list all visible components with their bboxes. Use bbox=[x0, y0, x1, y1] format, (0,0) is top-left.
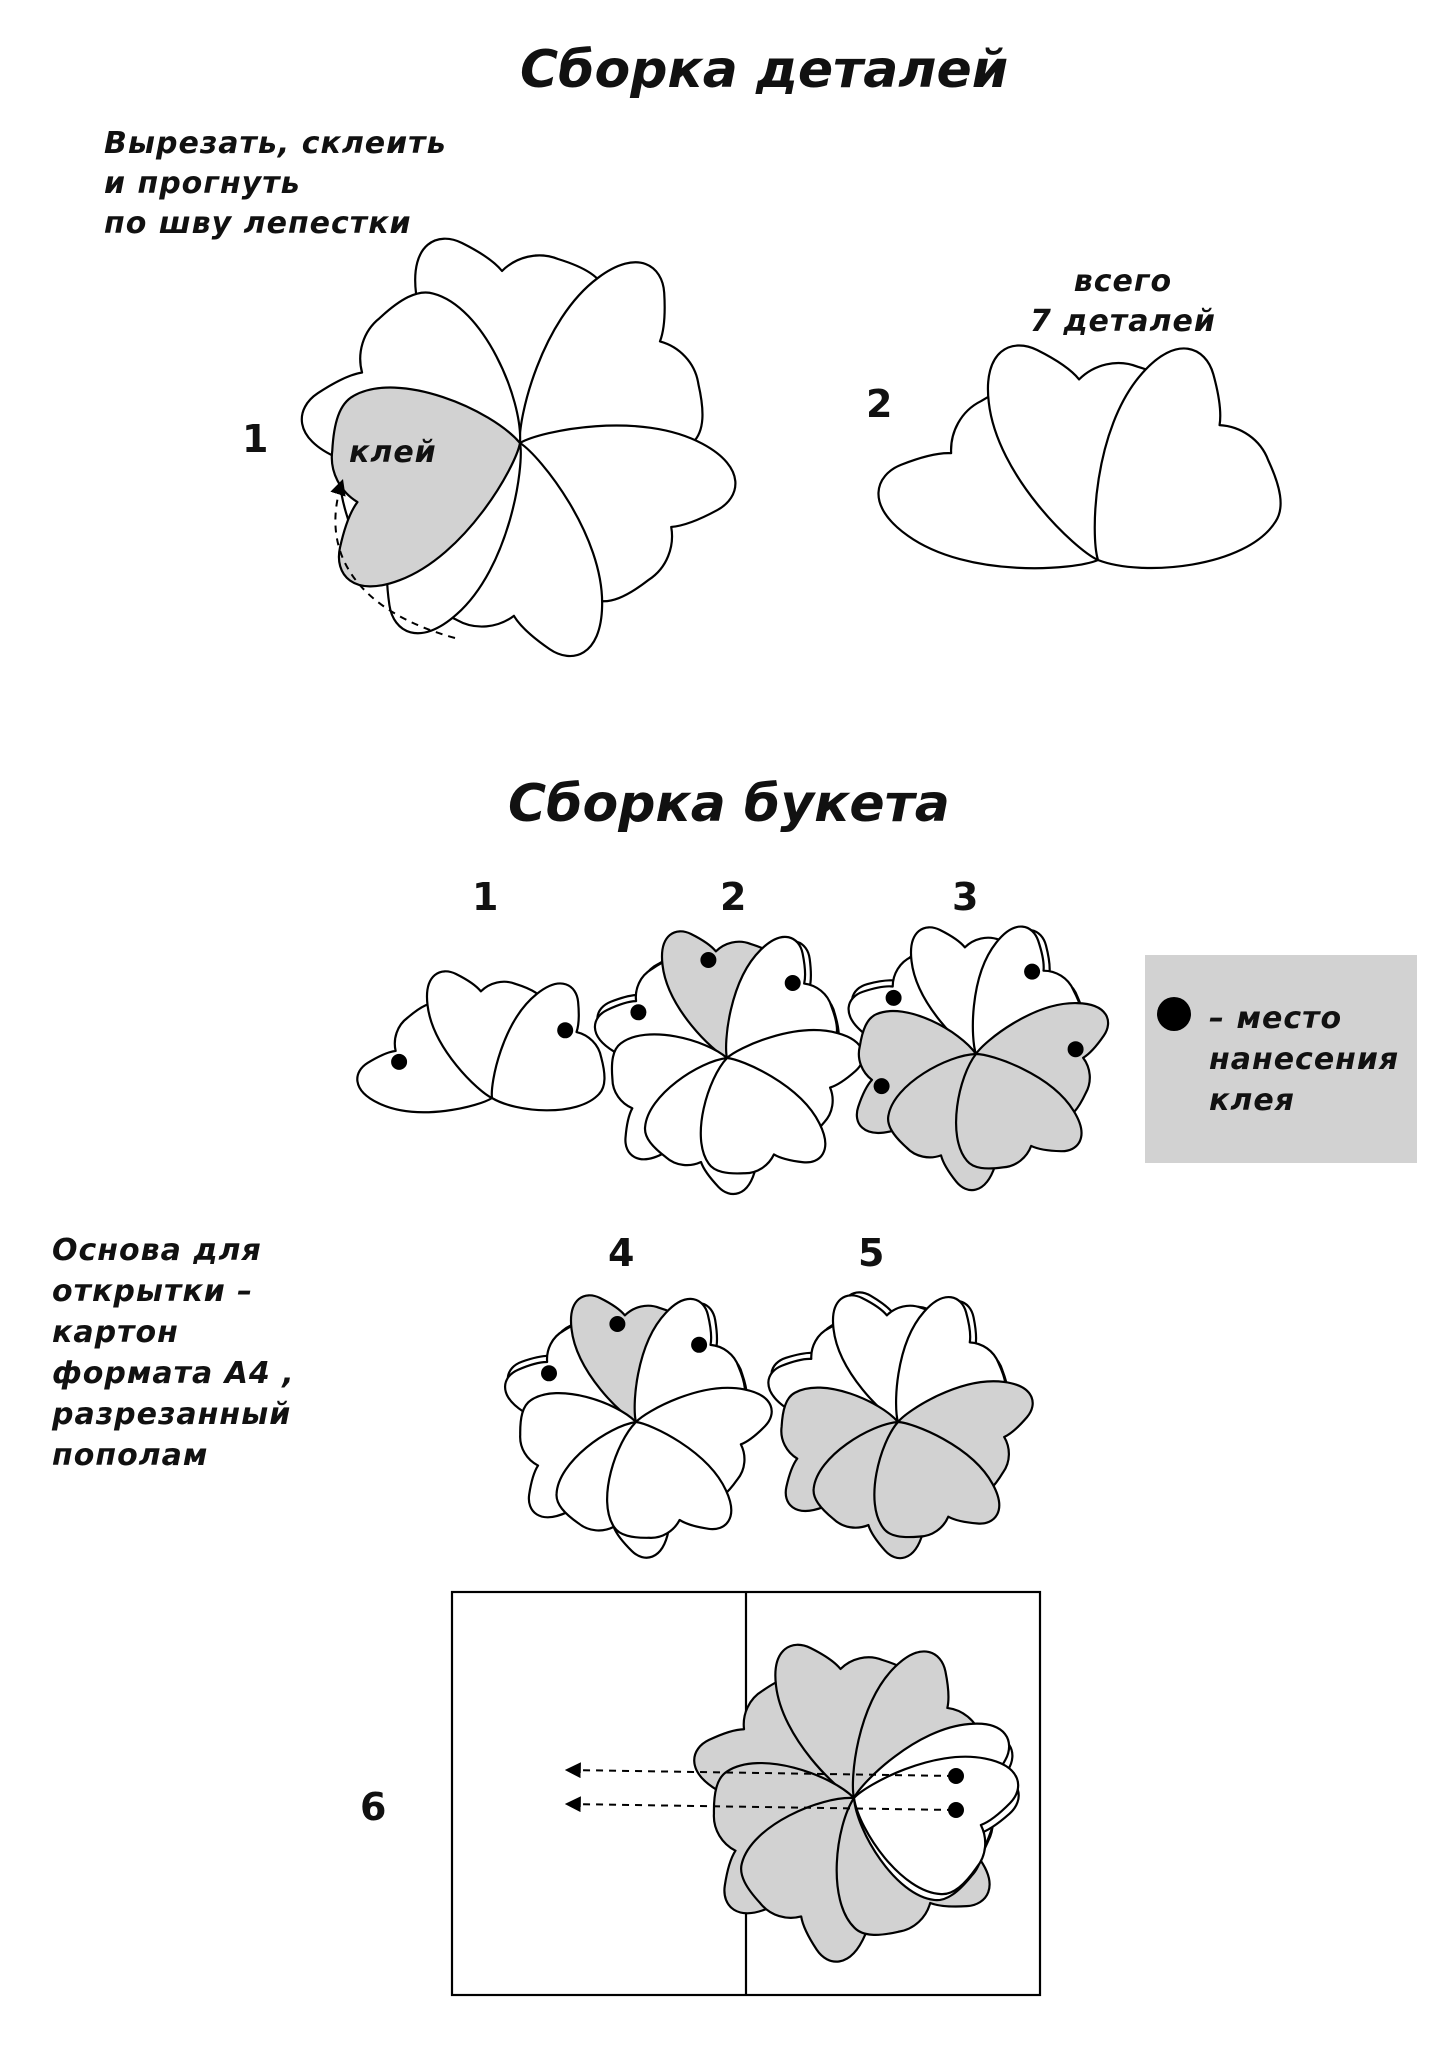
parts-step-number-1: 1 bbox=[242, 417, 269, 461]
bouquet-step3-glue-dot-2 bbox=[1024, 964, 1040, 980]
bouquet-step5 bbox=[760, 1289, 1036, 1564]
parts-assembly-title: Сборка деталей bbox=[520, 40, 1009, 100]
bouquet-step3-glue-dot-0 bbox=[886, 990, 902, 1006]
cut-glue-instruction: Вырезать, склеить и прогнуть по шву лепестки bbox=[104, 126, 447, 241]
bouquet-step1 bbox=[350, 971, 628, 1153]
bouquet-step-number-4: 4 bbox=[608, 1231, 635, 1275]
bouquet-step4 bbox=[497, 1291, 776, 1563]
parts-count-label: всего 7 деталей bbox=[1030, 264, 1216, 339]
bouquet-step-number-5: 5 bbox=[858, 1231, 885, 1275]
bouquet-step-number-3: 3 bbox=[952, 875, 979, 919]
glue-label: клей bbox=[349, 435, 437, 470]
bouquet-step2-glue-dot-2 bbox=[785, 975, 801, 991]
bouquet-step4-glue-dot-2 bbox=[691, 1337, 707, 1353]
part2-fan bbox=[865, 335, 1319, 642]
step6-flower bbox=[685, 1642, 1026, 1970]
bouquet-step3-glue-dot-4 bbox=[1068, 1041, 1084, 1057]
bouquet-step3-glue-dot-3 bbox=[874, 1078, 890, 1094]
bouquet-step-number-2: 2 bbox=[720, 875, 747, 919]
bouquet-step1-glue-dot-2 bbox=[557, 1022, 573, 1038]
bouquet-step2-glue-dot-1 bbox=[700, 952, 716, 968]
bouquet-step2 bbox=[587, 929, 869, 1199]
glue-legend-text: – место нанесения клея bbox=[1209, 1001, 1400, 1118]
bouquet-step4-glue-dot-1 bbox=[609, 1316, 625, 1332]
bouquet-step-number-1: 1 bbox=[472, 875, 499, 919]
bouquet-assembly-title: Сборка букета bbox=[508, 774, 950, 834]
bouquet-step1-glue-dot-0 bbox=[391, 1054, 407, 1070]
card-base-note: Основа для открытки – картон формата А4 , разрезанный пополам bbox=[52, 1233, 295, 1473]
bouquet-step2-glue-dot-0 bbox=[630, 1004, 646, 1020]
parts-step-number-2: 2 bbox=[866, 382, 893, 426]
bouquet-step3 bbox=[840, 918, 1110, 1196]
bouquet-step-number-6: 6 bbox=[360, 1785, 387, 1829]
bouquet-step4-glue-dot-0 bbox=[541, 1365, 557, 1381]
